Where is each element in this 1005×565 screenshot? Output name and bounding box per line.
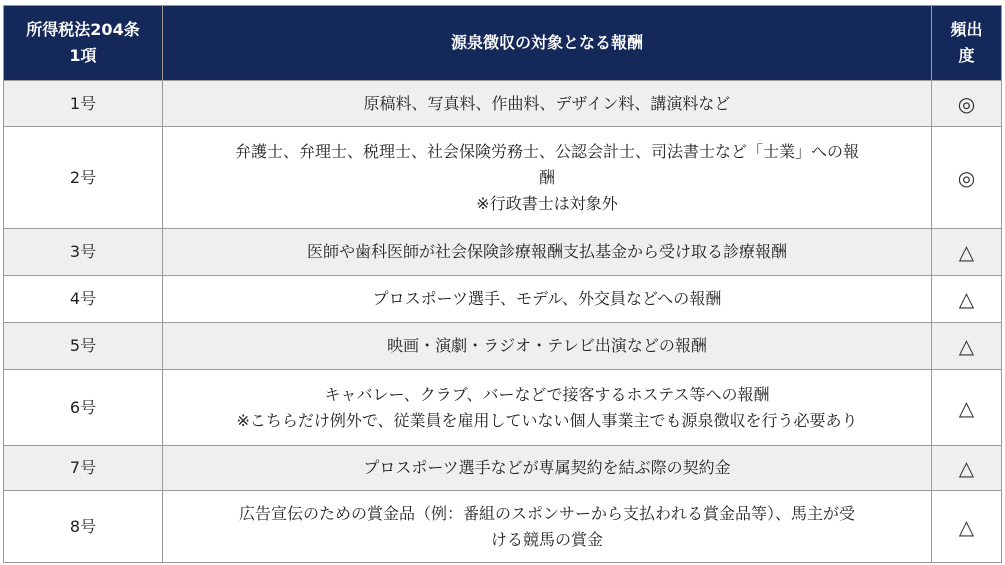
table-row [4,81,1002,127]
description-line: プロスポーツ選手などが専属契約を結ぶ際の契約金 [363,458,731,477]
item-number-cell: 7号 [4,446,163,491]
item-number-cell: 1号 [4,81,163,127]
description-cell [163,491,932,563]
item-number-cell: 8号 [4,491,163,563]
frequency-cell: △ [932,229,1002,276]
description-cell [163,81,932,127]
table-row [4,446,1002,491]
frequency-cell: ◎ [932,127,1002,229]
table-row [4,127,1002,229]
description-line: 映画・演劇・ラジオ・テレビ出演などの報酬 [387,336,707,355]
header-article-line2: 1項 [69,46,97,65]
table-row [4,323,1002,370]
item-number-cell: 3号 [4,229,163,276]
frequency-cell: △ [932,446,1002,491]
item-number-cell: 6号 [4,370,163,446]
description-line: 医師や歯科医師が社会保険診療報酬支払基金から受け取る診療報酬 [306,242,787,261]
description-line: キャバレー、クラブ、バーなどで接客するホステス等への報酬 [324,384,770,404]
table-row [4,491,1002,563]
description-line: 酬 [538,167,555,187]
frequency-cell: △ [932,276,1002,323]
header-frequency-line1: 頻出 [950,20,983,39]
description-line: 広告宣伝のための賞金品（例：番組のスポンサーから支払われる賞金品等）、馬主が受 [238,503,855,523]
frequency-cell: △ [932,370,1002,446]
header-content: 源泉徴収の対象となる報酬 [163,6,932,81]
description-cell [163,229,932,276]
description-line: ける競馬の賞金 [490,529,603,549]
table-row [4,276,1002,323]
header-frequency-line2: 度 [958,46,975,65]
description-line: ※こちらだけ例外で、従業員を雇用していない個人事業主でも源泉徴収を行う必要あり [236,410,858,430]
description-line: プロスポーツ選手、モデル、外交員などへの報酬 [372,289,722,308]
item-number-cell: 4号 [4,276,163,323]
header-frequency [932,6,1002,81]
item-number-cell: 2号 [4,127,163,229]
description-cell [163,370,932,446]
description-cell [163,127,932,229]
item-number-cell: 5号 [4,323,163,370]
description-line: ※行政書士は対象外 [476,193,618,213]
frequency-cell: ◎ [932,81,1002,127]
frequency-cell: △ [932,323,1002,370]
description-cell [163,323,932,370]
table-row [4,370,1002,446]
table-header-row [4,6,1002,81]
header-article-line1: 所得税法204条 [26,20,140,39]
frequency-cell: △ [932,491,1002,563]
table-row [4,229,1002,276]
description-cell [163,276,932,323]
description-cell [163,446,932,491]
description-line: 弁護士、弁理士、税理士、社会保険労務士、公認会計士、司法書士など「士業」への報 [234,141,859,161]
withholding-tax-table [3,5,1002,563]
description-line: 原稿料、写真料、作曲料、デザイン料、講演料など [363,93,731,113]
header-article [4,6,163,81]
